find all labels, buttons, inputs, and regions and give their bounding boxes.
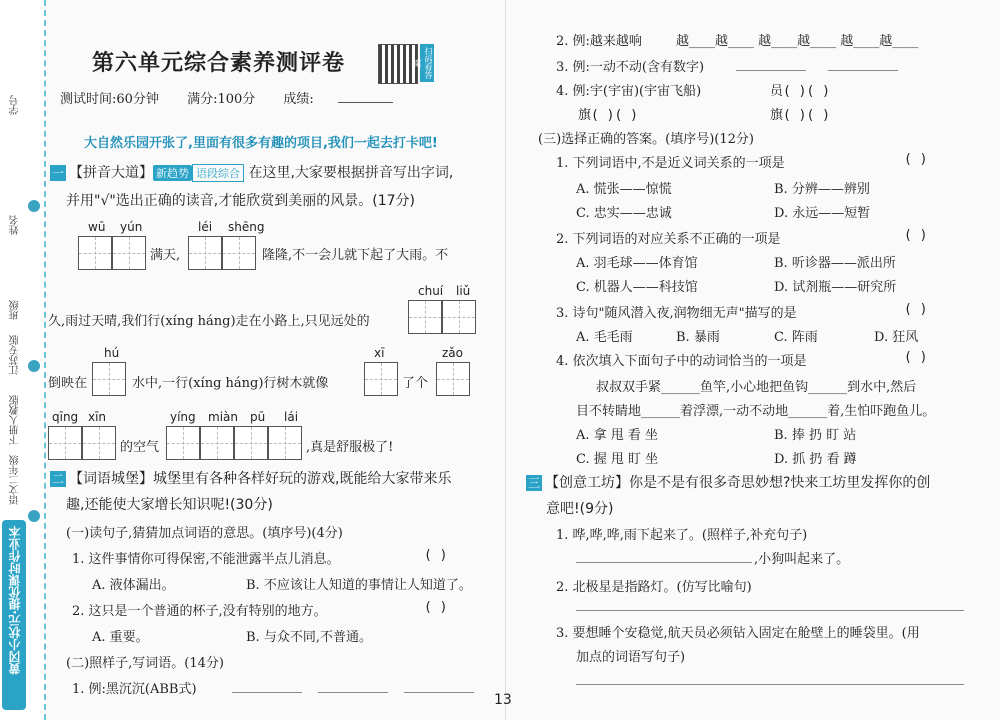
pinyin: yún bbox=[120, 220, 143, 234]
char-box[interactable] bbox=[82, 426, 116, 460]
question-text: 2. 例:越来越响 bbox=[556, 34, 642, 49]
passage-text: 久,雨过天晴,我们行(xíng háng)走在小路上,只见远处的 bbox=[48, 314, 370, 329]
char-box[interactable] bbox=[408, 300, 442, 334]
student-id-label: 学号 bbox=[10, 95, 21, 115]
intro-text: 大自然乐园开张了,里面有很多有趣的项目,我们一起去打卡吧! bbox=[84, 136, 438, 151]
page-title: 第六单元综合素养测评卷 bbox=[92, 50, 346, 76]
sidebar-dot bbox=[28, 200, 40, 212]
question-passage: 叔叔双手紧______鱼竿,小心地把鱼钩______到水中,然后 bbox=[596, 380, 917, 395]
char-box[interactable] bbox=[188, 236, 222, 270]
pinyin: zǎo bbox=[442, 346, 463, 360]
char-box[interactable] bbox=[222, 236, 256, 270]
question-passage: 目不转睛地______着浮漂,一动不动地______着,生怕吓跑鱼儿。 bbox=[576, 404, 936, 419]
option-b: B. 与众不同,不普通。 bbox=[246, 630, 372, 645]
question-text: 加点的词语写句子) bbox=[576, 650, 686, 665]
char-box[interactable] bbox=[234, 426, 268, 460]
option-c: C. 握 甩 盯 坐 bbox=[576, 452, 659, 467]
score-label: 成绩: bbox=[283, 92, 314, 107]
option-b: B. 听诊器——派出所 bbox=[774, 256, 896, 271]
test-time: 测试时间:60分钟 bbox=[60, 92, 159, 107]
option-d: D. 永远——短暂 bbox=[774, 206, 871, 221]
question-text: 1. 哗,哗,哗,雨下起来了。(照样子,补充句子) bbox=[556, 528, 808, 543]
edition-label: 江苏专版 bbox=[10, 335, 21, 375]
passage-text: 倒映在 bbox=[48, 376, 88, 391]
option-b: B. 不应该让人知道的事情让人知道了。 bbox=[246, 578, 472, 593]
trend-badge: 新趋势 bbox=[153, 165, 192, 181]
passage-text: 的空气 bbox=[120, 440, 160, 455]
sidebar-dot bbox=[28, 360, 40, 372]
pinyin: chuí bbox=[418, 284, 444, 298]
option-b: B. 暴雨 bbox=[676, 330, 720, 345]
question-text: ,小狗叫起来了。 bbox=[754, 552, 850, 567]
pinyin: xīn bbox=[88, 410, 107, 424]
section-number: 一 bbox=[51, 166, 64, 180]
section-desc-2: 并用"√"选出正确的读音,才能欣赏到美丽的风景。(17分) bbox=[66, 193, 415, 209]
answer-paren[interactable]: ( ) bbox=[904, 350, 928, 365]
volume-label: 下册 bbox=[10, 425, 21, 445]
subsection-title: (一)读句子,猜猜加点词语的意思。(填序号)(4分) bbox=[66, 526, 343, 541]
answer-line[interactable] bbox=[576, 610, 964, 611]
char-box[interactable] bbox=[48, 426, 82, 460]
passage-text: 满天, bbox=[150, 248, 181, 263]
page-divider bbox=[505, 0, 506, 720]
char-box[interactable] bbox=[78, 236, 112, 270]
full-score: 满分:100分 bbox=[187, 92, 256, 107]
question-text: 4. 依次填入下面句子中的动词恰当的一项是 bbox=[556, 354, 807, 369]
answer-blank[interactable] bbox=[828, 70, 898, 71]
answer-paren[interactable]: ( ) bbox=[904, 152, 928, 167]
pinyin: léi bbox=[198, 220, 213, 234]
option-a: A. 液体漏出。 bbox=[92, 578, 175, 593]
question-text: 3. 诗句"随风潜入夜,润物细无声"描写的是 bbox=[556, 306, 797, 321]
option-d: D. 试剂瓶——研究所 bbox=[774, 280, 897, 295]
option-c: C. 忠实——忠诚 bbox=[576, 206, 672, 221]
pinyin: pū bbox=[250, 410, 266, 424]
name-label: 姓名 bbox=[10, 215, 21, 235]
option-a: A. 毛毛雨 bbox=[576, 330, 633, 345]
section-1-header bbox=[50, 162, 453, 182]
qr-tag: 扫码看答案 bbox=[420, 44, 434, 82]
answer-blank[interactable] bbox=[232, 692, 302, 693]
option-a: A. 重要。 bbox=[92, 630, 149, 645]
answer-pattern[interactable]: 越____越____ 越____越____ 越____越____ bbox=[676, 34, 919, 49]
pinyin: liǔ bbox=[456, 284, 471, 298]
answer-paren[interactable]: 员( )( ) bbox=[770, 84, 830, 99]
char-box[interactable] bbox=[112, 236, 146, 270]
question-text: 1. 下列词语中,不是近义词关系的一项是 bbox=[556, 156, 785, 171]
answer-paren[interactable]: ( ) bbox=[904, 228, 928, 243]
section-number: 三 bbox=[527, 476, 540, 490]
option-b: B. 捧 扔 盯 站 bbox=[774, 428, 857, 443]
answer-blank[interactable] bbox=[736, 70, 806, 71]
passage-text: 隆隆,不一会儿就下起了大雨。不 bbox=[262, 248, 449, 263]
question-text: 3. 要想睡个安稳觉,航天员必须钻入固定在舱壁上的睡袋里。(用 bbox=[556, 626, 920, 641]
option-c: C. 阵雨 bbox=[774, 330, 818, 345]
answer-paren[interactable]: 旗( )( ) bbox=[578, 108, 638, 123]
char-box[interactable] bbox=[268, 426, 302, 460]
answer-paren[interactable]: 旗( )( ) bbox=[770, 108, 830, 123]
option-a: A. 慌张——惊慌 bbox=[576, 182, 672, 197]
brand-logo: 黄冈小状元·提优课时作业本 bbox=[2, 520, 26, 710]
grade-label: 语文二年级 bbox=[10, 455, 21, 505]
section-title: 【词语城堡】城堡里有各种各样好玩的游戏,既能给大家带来乐 bbox=[69, 471, 452, 487]
answer-blank[interactable] bbox=[318, 692, 388, 693]
pinyin: xī bbox=[374, 346, 385, 360]
option-a: A. 拿 甩 看 坐 bbox=[576, 428, 659, 443]
char-box[interactable] bbox=[436, 362, 470, 396]
score-blank[interactable] bbox=[338, 102, 393, 103]
pinyin: wū bbox=[88, 220, 106, 234]
pinyin: yíng bbox=[170, 410, 196, 424]
option-d: D. 狂风 bbox=[874, 330, 919, 345]
char-box[interactable] bbox=[200, 426, 234, 460]
char-box[interactable] bbox=[442, 300, 476, 334]
answer-paren[interactable]: ( ) bbox=[424, 600, 448, 615]
section-title: 【拼音大道】 bbox=[69, 165, 153, 181]
option-d: D. 抓 扔 看 蹲 bbox=[774, 452, 857, 467]
char-box[interactable] bbox=[166, 426, 200, 460]
pinyin: hú bbox=[104, 346, 120, 360]
question-text: 2. 这只是一个普通的杯子,没有特别的地方。 bbox=[72, 604, 327, 619]
answer-paren[interactable]: ( ) bbox=[904, 302, 928, 317]
test-meta bbox=[60, 88, 417, 107]
pinyin: qīng bbox=[52, 410, 79, 424]
subsection-title: (二)照样子,写词语。(14分) bbox=[66, 656, 224, 671]
answer-blank[interactable] bbox=[404, 692, 474, 693]
option-b: B. 分辨——辨别 bbox=[774, 182, 870, 197]
binding-sidebar bbox=[0, 0, 46, 720]
publisher-label: 人教版 bbox=[10, 395, 21, 425]
type-badge: 语段综合 bbox=[192, 164, 244, 182]
passage-text: ,真是舒服极了! bbox=[306, 440, 394, 455]
pinyin: lái bbox=[284, 410, 299, 424]
question-text: 1. 例:黑沉沉(ABB式) bbox=[72, 682, 197, 697]
question-text: 2. 北极星是指路灯。(仿写比喻句) bbox=[556, 580, 752, 595]
question-text: 1. 这件事情你可得保密,不能泄露半点儿消息。 bbox=[72, 552, 340, 567]
answer-paren[interactable]: ( ) bbox=[424, 548, 448, 563]
answer-line[interactable] bbox=[576, 684, 964, 685]
char-box[interactable] bbox=[92, 362, 126, 396]
section-3-header bbox=[526, 472, 930, 492]
char-box[interactable] bbox=[364, 362, 398, 396]
section-desc: 在这里,大家要根据拼音写出字词, bbox=[248, 165, 454, 181]
section-title-2: 意吧!(9分) bbox=[546, 501, 614, 517]
sidebar-dot bbox=[28, 510, 40, 522]
class-label: 班级 bbox=[10, 300, 21, 320]
question-text: 3. 例:一动不动(含有数字) bbox=[556, 60, 705, 75]
subsection-title: (三)选择正确的答案。(填序号)(12分) bbox=[538, 132, 754, 147]
answer-blank[interactable] bbox=[576, 562, 752, 563]
option-c: C. 机器人——科技馆 bbox=[576, 280, 698, 295]
question-text: 4. 例:宇(宇宙)(宇宙飞船) bbox=[556, 84, 702, 99]
pinyin: shēng bbox=[228, 220, 265, 234]
section-title: 【创意工坊】你是不是有很多奇思妙想?快来工坊里发挥你的创 bbox=[545, 475, 931, 491]
pinyin: miàn bbox=[208, 410, 238, 424]
section-2-header bbox=[50, 468, 451, 488]
section-number: 二 bbox=[51, 472, 64, 486]
option-a: A. 羽毛球——体育馆 bbox=[576, 256, 698, 271]
question-text: 2. 下列词语的对应关系不正确的一项是 bbox=[556, 232, 781, 247]
section-title-2: 趣,还能使大家增长知识呢!(30分) bbox=[66, 497, 273, 513]
passage-text: 了个 bbox=[402, 376, 429, 391]
page-number: 13 bbox=[494, 692, 512, 708]
passage-text: 水中,一行(xíng háng)行树木就像 bbox=[132, 376, 329, 391]
